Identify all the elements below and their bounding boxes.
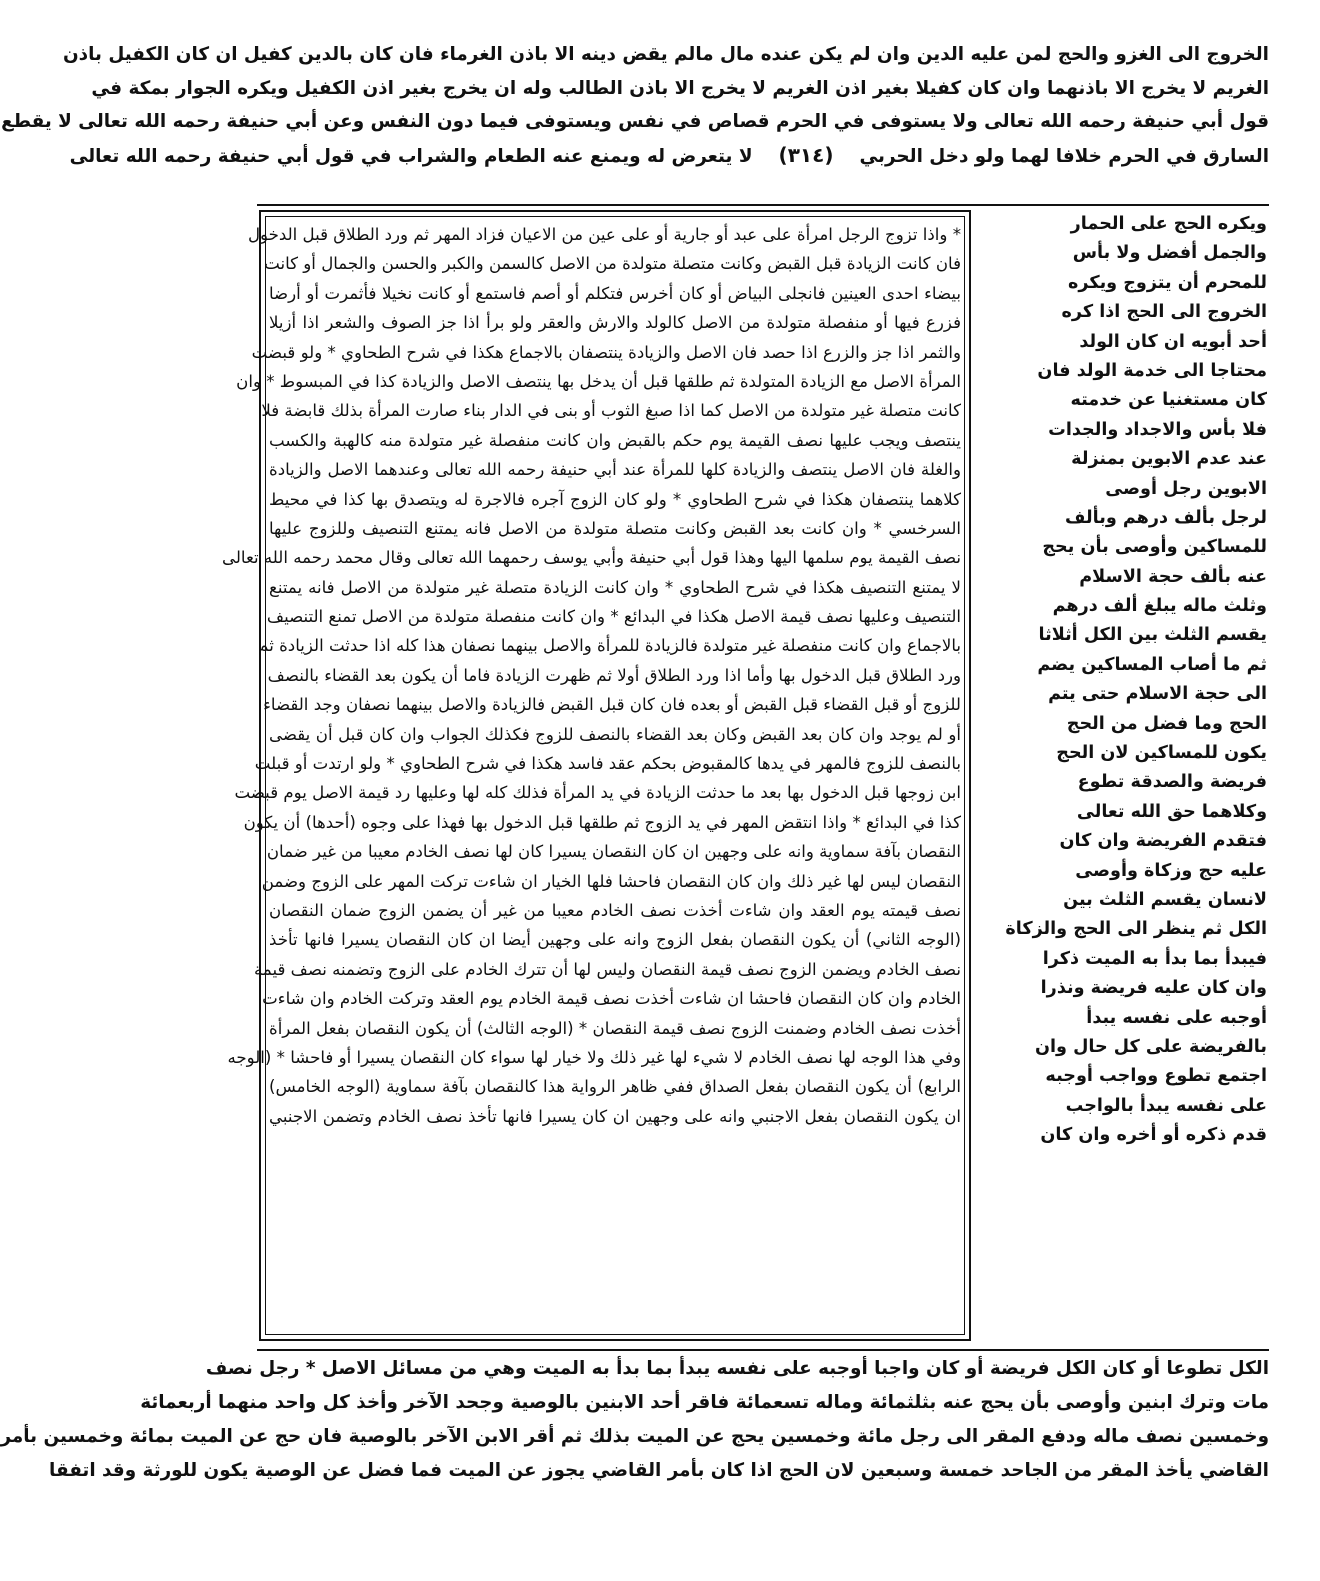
margin-line: الخروج الى الحج اذا كره [1061,302,1267,323]
main-line: وفي هذا الوجه لها نصف الخادم لا شيء لها غير ذلك ولا خيار لها سواء كان النقصان يسيرا أو فاحشا * (الوجه [227,1047,961,1067]
page-number: (٣١٤) [778,142,834,167]
main-text [222,220,961,1131]
margin-line: يقسم الثلث بين الكل أثلاثا [1038,625,1267,646]
margin-line: عليه حج وزكاة وأوصى [1075,860,1267,881]
bottom-divider [257,1349,1269,1351]
margin-line: عنه بألف حجة الاسلام [1079,566,1267,587]
main-line: فزرع فيها أو منفصلة متولدة من الاصل كالولد والارش والعقر ولو برأ اذا جز الصوف والشعر اذا أزيلا [269,313,961,333]
margin-commentary [977,210,1267,1151]
top-line: السارق في الحرم خلافا لهما ولو دخل الحربي [859,145,1269,167]
margin-line: لانسان يقسم الثلث بين [1063,889,1267,910]
main-line: بالنصف للزوج فالمهر في يدها كالمقبوض بحكم عقد فاسد هكذا في شرح الطحاوي * ولو ارتدت أو قبلت [254,754,961,774]
main-line: النقصان بآفة سماوية وانه على وجهين ان كان النقصان يسيرا كان لها نصف الخادم معيبا من غير ضمان [266,842,961,862]
margin-line: لرجل بألف درهم وبألف [1065,507,1267,528]
main-line: المرأة الاصل مع الزيادة المتولدة ثم طلقها قبل أن يدخل بها ينتصف الاصل والزيادة كذا في المبسوط * وان [236,371,961,391]
margin-line: فيبدأ بما بدأ به الميت ذكرا [1042,948,1267,969]
main-line: والغلة فان الاصل ينتصف والزيادة كلها للمرأة عند أبي حنيفة رحمه الله تعالى وعندهما الاصل والزيادة [269,460,961,480]
margin-line: الى حجة الاسلام حتى يتم [1048,684,1267,705]
margin-line: ثم ما أصاب المساكين يضم [1037,654,1267,675]
bottom-line: مات وترك ابنين وأوصى بأن يحج عنه بثلثمائة وماله تسعمائة فاقر أحد الابنين بالوصية وجحد الآخر وأخذ كل واحد منهما أربعمائة [140,1392,1269,1413]
main-line: التنصيف وعليها نصف قيمة الاصل هكذا في البدائع * وان كانت منفصلة متولدة من الاصل تمنع التنصيف [266,607,961,627]
margin-line: والجمل أفضل ولا بأس [1072,243,1267,264]
main-line: أخذت نصف الخادم وضمنت الزوج نصف قيمة النقصان * (الوجه الثالث) أن يكون النقصان بفعل المرأة [269,1018,961,1038]
main-line: الرابع) أن يكون النقصان بفعل الصداق ففي ظاهر الرواية هذا كالنقصان بآفة سماوية (الوجه الخامس) [269,1077,961,1097]
margin-line: بالفريضة على كل حال وان [1034,1036,1267,1057]
margin-line: أوجبه على نفسه يبدأ [1086,1007,1267,1028]
main-line: ورد الطلاق قبل الدخول بها وأما اذا ورد الطلاق أولا ثم ظهرت الزيادة فاما أن يكون بعد القضاء بالنصف [267,665,961,685]
main-line: كلاهما ينتصفان هكذا في شرح الطحاوي * ولو كان الزوج آجره فالاجرة له ويتصدق بها كذا في محيط [269,489,961,509]
main-line: كذا في البدائع * واذا انتقض المهر في يد الزوج ثم طلقها قبل الدخول بها فهذا على وجوه (أحدها) أن يكون [243,812,961,832]
top-line: الخروج الى الغزو والحج لمن عليه الدين وان لم يكن عنده مال مالم يقض دينه الا باذن الغرماء فان كان بالدين كفيل ان كان الكفيل باذن [62,44,1269,65]
main-line: لا يمتنع التنصيف هكذا في شرح الطحاوي * وان كانت الزيادة متصلة غير متولدة من الاصل فانه يمتنع [269,577,961,597]
margin-line: يكون للمساكين لان الحج [1056,743,1267,764]
margin-line: وثلث ماله يبلغ ألف درهم [1052,596,1267,617]
main-line: كانت متصلة غير متولدة من الاصل كما اذا صبغ الثوب أو بنى في الدار بناء صارت المرأة بذلك قابضة فلا [261,401,961,421]
margin-line: فلا بأس والاجداد والجدات [1048,419,1267,440]
main-line: السرخسي * وان كانت بعد القبض وكانت متصلة متولدة من الاصل فانه يمتنع التنصيف وللزوج عليها [269,518,961,538]
main-line: الخادم وان كان النقصان فاحشا ان شاءت أخذت نصف قيمة الخادم يوم العقد وتركت الخادم وان شاءت [262,989,961,1009]
main-line: ابن زوجها قبل الدخول بها بعد ما حدثت الزيادة في يد المرأة فذلك كله لها وعليها رد قيمة الاصل يوم قبضت [234,783,961,803]
top-commentary [1,38,1269,172]
margin-line: الابوين رجل أوصى [1105,478,1267,499]
main-line: نصف القيمة يوم سلمها اليها وهذا قول أبي حنيفة وأبي يوسف رحمهما الله تعالى وقال محمد رحمه الله تعالى [222,548,961,568]
main-line: بيضاء احدى العينين فانجلى البياض أو كان أخرس فتكلم أو أصم فاستمع أو كانت نخيلا فأثمرت أو أرضا [269,283,961,303]
main-line: بالاجماع وان كانت منفصلة غير متولدة فالزيادة للمرأة والاصل بينهما نصفان هذا كله اذا حدثت الزيادة ثم [258,636,961,656]
bottom-line: وخمسين نصف ماله ودفع المقر الى رجل مائة وخمسين يحج عن الميت بذلك ثم أقر الابن الآخر بالوصية فان حج عن الميت بمائة وخمسين بأمر [0,1426,1269,1447]
main-line: النقصان ليس لها غير ذلك وان كان النقصان فاحشا فلها الخيار ان شاءت تركت المهر على الزوج وضمن [261,871,961,891]
margin-line: فريضة والصدقة تطوع [1077,772,1267,793]
top-divider [257,204,1269,206]
main-text-frame [222,210,971,1341]
top-line-with-page-number [69,139,1269,173]
margin-line: ويكره الحج على الحمار [1070,214,1267,234]
top-line: قول أبي حنيفة رحمه الله تعالى ولا يستوفى في الحرم قصاص في نفس ويستوفى فيما دون النفس وعن أبي حنيفة رحمه الله تعالى لا يقطع [1,111,1269,132]
margin-line: محتاجا الى خدمة الولد فان [1037,360,1267,381]
main-line: والثمر اذا جز والزرع اذا حصد فان الاصل والزيادة ينتصفان بالاجماع هكذا في شرح الطحاوي * ولو قبضت [251,342,961,362]
margin-line: وان كان عليه فريضة ونذرا [1040,978,1267,999]
margin-line: للمحرم أن يتزوج ويكره [1068,272,1267,293]
main-line: للزوج أو قبل القضاء قبل القبض أو بعده فان كان قبل القبض فالزيادة والاصل بينهما نصفان وجد القضاء [263,695,961,715]
margin-line: كان مستغنيا عن خدمته [1070,390,1267,411]
bottom-line: الكل تطوعا أو كان الكل فريضة أو كان واجبا أوجبه على نفسه يبدأ بما بدأ به الميت وهي من مسائل الاصل * رجل نصف [205,1358,1269,1379]
top-line: الغريم لا يخرج الا باذنهما وان كان كفيلا بغير اذن الغريم لا يخرج الا باذن الطالب وله ان يخرج بغير اذن الكفيل ويكره الجوار بمكة في [91,77,1269,99]
main-line: نصف الخادم ويضمن الزوج نصف قيمة النقصان وليس لها أن تترك الخادم على الزوج وتضمنه نصف قيمة [253,959,961,979]
margin-line: وكلاهما حق الله تعالى [1076,801,1267,822]
margin-line: اجتمع تطوع وواجب أوجبه [1045,1066,1267,1087]
margin-line: عند عدم الابوين بمنزلة [1071,449,1267,470]
margin-line: فتقدم الفريضة وان كان [1059,831,1267,852]
main-line: فان كانت الزيادة قبل القبض وكانت متصلة متولدة من الاصل كالسمن والكبر والحسن والجمال أو كانت [264,254,961,274]
margin-line: أحد أبويه ان كان الولد [1079,331,1267,352]
margin-line: على نفسه يبدأ بالواجب [1065,1095,1267,1116]
top-line: لا يتعرض له ويمنع عنه الطعام والشراب في قول أبي حنيفة رحمه الله تعالى [69,145,753,167]
margin-line: الحج وما فضل من الحج [1066,713,1267,734]
main-line: نصف قيمته يوم العقد وان شاءت أخذت نصف الخادم معيبا من غير أن يضمن الزوج ضمان النقصان [269,900,961,920]
main-line: ينتصف ويجب عليها نصف القيمة يوم حكم بالقبض وان كانت منفصلة غير متولدة منه كالهبة والكسب [269,430,961,450]
main-line: أو لم يوجد وان كان بعد القبض وكان بعد القضاء بالنصف للزوج فكذلك الجواب وان كان قبل أن يقضى [269,724,961,744]
bottom-commentary [0,1352,1269,1488]
margin-line: الكل ثم ينظر الى الحج والزكاة [1005,919,1267,940]
margin-line: للمساكين وأوصى بأن يحج [1042,537,1267,558]
margin-line: قدم ذكره أو أخره وان كان [1040,1125,1267,1146]
main-line: * واذا تزوج الرجل امرأة على عبد أو جارية أو على عين من الاعيان فزاد المهر ثم ورد الطلاق قبل الدخول [247,225,961,244]
bottom-line: القاضي يأخذ المقر من الجاحد خمسة وسبعين لان الحج اذا كان بأمر القاضي يجوز عن الميت فما فضل عن الوصية يكون للورثة وقد اتفقا [49,1460,1269,1481]
main-line: (الوجه الثاني) أن يكون النقصان بفعل الزوج وانه على وجهين أيضا ان كان النقصان يسيرا فانها تأخذ [269,930,961,950]
main-line: ان يكون النقصان بفعل الاجنبي وانه على وجهين ان كان يسيرا فانها تأخذ نصف الخادم وتضمن الاجنبي [269,1106,961,1126]
